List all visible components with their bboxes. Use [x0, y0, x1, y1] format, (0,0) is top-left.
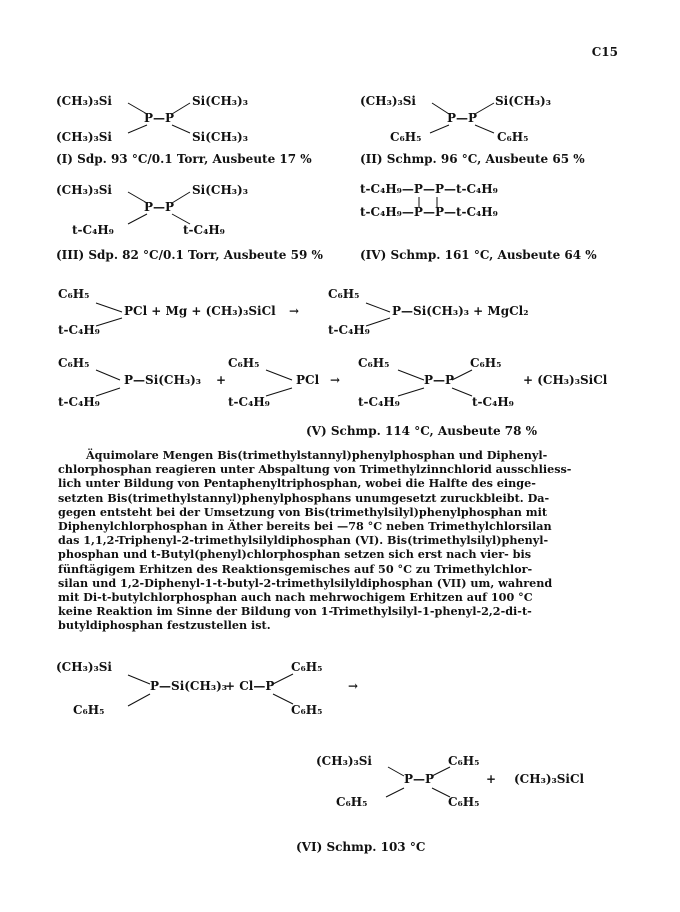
reaction-1 — [58, 287, 528, 337]
phenyl-group: C₆H₅ — [58, 356, 90, 370]
phenyl-group: C₆H₅ — [390, 130, 422, 144]
plus-sign: + — [216, 373, 227, 387]
chlorophosphane: PCl — [296, 373, 320, 387]
byproduct: + (CH₃)₃SiCl — [523, 373, 608, 387]
paragraph-line: silan und 1,2-Diphenyl-1-t-butyl-2-trimethylsilyldiphosphan (VII) um, wahrend — [58, 575, 553, 590]
reaction-2 — [58, 356, 608, 409]
body-paragraph — [58, 448, 628, 633]
reaction-3 — [56, 660, 358, 717]
tbutyl-chain-top: t-C₄H₉—P—P—t-C₄H₉ — [360, 182, 498, 196]
tbutyl-group: t-C₄H₉ — [472, 395, 514, 409]
product-VI-structure — [316, 754, 585, 809]
paragraph-line: keine Reaktion im Sinne der Bildung von 1-Trimethylsilyl-1-phenyl-2,2-di-t- — [58, 604, 532, 619]
phenyl-group: C₆H₅ — [328, 287, 360, 301]
paragraph-line: phosphan und t-Butyl(phenyl)chlorphosphan setzen sich erst nach vier- bis — [58, 547, 532, 562]
phenyl-group: C₆H₅ — [291, 703, 323, 717]
caption-IV: (IV) Schmp. 161 °C, Ausbeute 64 % — [360, 248, 597, 262]
sime3-group: Si(CH₃)₃ — [192, 183, 248, 197]
diphosphane-core: P—P — [144, 111, 175, 125]
tbutyl-group: t-C₄H₉ — [328, 323, 370, 337]
chlorophosphane: + Cl—P — [225, 679, 275, 693]
sime3-group: Si(CH₃)₃ — [495, 94, 551, 108]
caption-V: (V) Schmp. 114 °C, Ausbeute 78 % — [306, 424, 538, 438]
compound-III-structure — [56, 183, 248, 237]
me3si-group: (CH₃)₃Si — [56, 94, 112, 108]
caption-I: (I) Sdp. 93 °C/0.1 Torr, Ausbeute 17 % — [56, 152, 312, 166]
byproduct: (CH₃)₃SiCl — [514, 772, 585, 786]
paragraph-line: lich unter Bildung von Pentaphenyltriphosphan, wobei die Halfte des einge- — [58, 476, 536, 491]
paragraph-line: mit Di-t-butylchlorphosphan auch nach mehrwochigem Erhitzen auf 100 °C — [58, 590, 533, 605]
compound-IV-structure — [360, 182, 498, 219]
reaction-arrow: → — [330, 373, 341, 387]
phenyl-group: C₆H₅ — [470, 356, 502, 370]
diphosphane-core: P—P — [424, 373, 455, 387]
phenyl-group: C₆H₅ — [448, 754, 480, 768]
paragraph-line: gegen entsteht bei der Umsetzung von Bis(trimethylsilyl)phenylphosphan mit — [58, 504, 548, 519]
phenyl-group: C₆H₅ — [228, 356, 260, 370]
paragraph-line: Diphenylchlorphosphan in Äther bereits bei —78 °C neben Trimethylchlorsilan — [58, 519, 552, 534]
tbutyl-group: t-C₄H₉ — [58, 395, 100, 409]
paragraph-line: fünftägigem Erhitzen des Reaktionsgemisches auf 50 °C zu Trimethylchlor- — [58, 561, 533, 576]
silylphosphane: P—Si(CH₃)₃ — [124, 373, 202, 387]
reaction-arrow: → — [289, 304, 300, 318]
plus-sign: + — [486, 772, 497, 786]
caption-III: (III) Sdp. 82 °C/0.1 Torr, Ausbeute 59 % — [56, 248, 323, 262]
tbutyl-group: t-C₄H₉ — [58, 323, 100, 337]
tbutyl-group: t-C₄H₉ — [183, 223, 225, 237]
phenyl-group: C₆H₅ — [497, 130, 529, 144]
phenyl-group: C₆H₅ — [73, 703, 105, 717]
silylphosphane: P—Si(CH₃)₃ — [150, 679, 228, 693]
diphosphane-core: P—P — [447, 111, 478, 125]
compound-I-structure — [56, 94, 248, 144]
me3si-group: (CH₃)₃Si — [360, 94, 416, 108]
sime3-group: Si(CH₃)₃ — [192, 94, 248, 108]
tbutyl-chain-bottom: t-C₄H₉—P—P—t-C₄H₉ — [360, 205, 498, 219]
phenyl-group: C₆H₅ — [448, 795, 480, 809]
phenyl-group: C₆H₅ — [358, 356, 390, 370]
compound-II-structure — [360, 94, 551, 144]
diphosphane-core: P—P — [144, 200, 175, 214]
me3si-group: (CH₃)₃Si — [56, 660, 112, 674]
tbutyl-group: t-C₄H₉ — [228, 395, 270, 409]
me3si-group: (CH₃)₃Si — [56, 130, 112, 144]
reactant-mixture: PCl + Mg + (CH₃)₃SiCl — [124, 304, 276, 318]
phenyl-group: C₆H₅ — [336, 795, 368, 809]
caption-VI: (VI) Schmp. 103 °C — [296, 840, 426, 854]
me3si-group: (CH₃)₃Si — [56, 183, 112, 197]
paragraph-line: chlorphosphan reagieren unter Abspaltung von Trimethylzinnchlorid ausschliess- — [58, 462, 572, 477]
paragraph-line: setzten Bis(trimethylstannyl)phenylphosphans unumgesetzt zuruckbleibt. Da- — [58, 490, 550, 505]
paragraph-line: das 1,1,2-Triphenyl-2-trimethylsilyldiphosphan (VI). Bis(trimethylsilyl)phenyl- — [58, 533, 549, 548]
reaction-arrow: → — [348, 679, 359, 693]
tbutyl-group: t-C₄H₉ — [72, 223, 114, 237]
phenyl-group: C₆H₅ — [58, 287, 90, 301]
page-number: C15 — [591, 45, 618, 59]
paragraph-line: Äquimolare Mengen Bis(trimethylstannyl)phenylphosphan und Diphenyl- — [86, 448, 548, 462]
me3si-group: (CH₃)₃Si — [316, 754, 372, 768]
tbutyl-group: t-C₄H₉ — [358, 395, 400, 409]
phenyl-group: C₆H₅ — [291, 660, 323, 674]
sime3-group: Si(CH₃)₃ — [192, 130, 248, 144]
product-mixture: P—Si(CH₃)₃ + MgCl₂ — [392, 304, 529, 318]
diphosphane-core: P—P — [404, 772, 435, 786]
caption-II: (II) Schmp. 96 °C, Ausbeute 65 % — [360, 152, 585, 166]
paragraph-line: butyldiphosphan festzustellen ist. — [58, 618, 271, 633]
